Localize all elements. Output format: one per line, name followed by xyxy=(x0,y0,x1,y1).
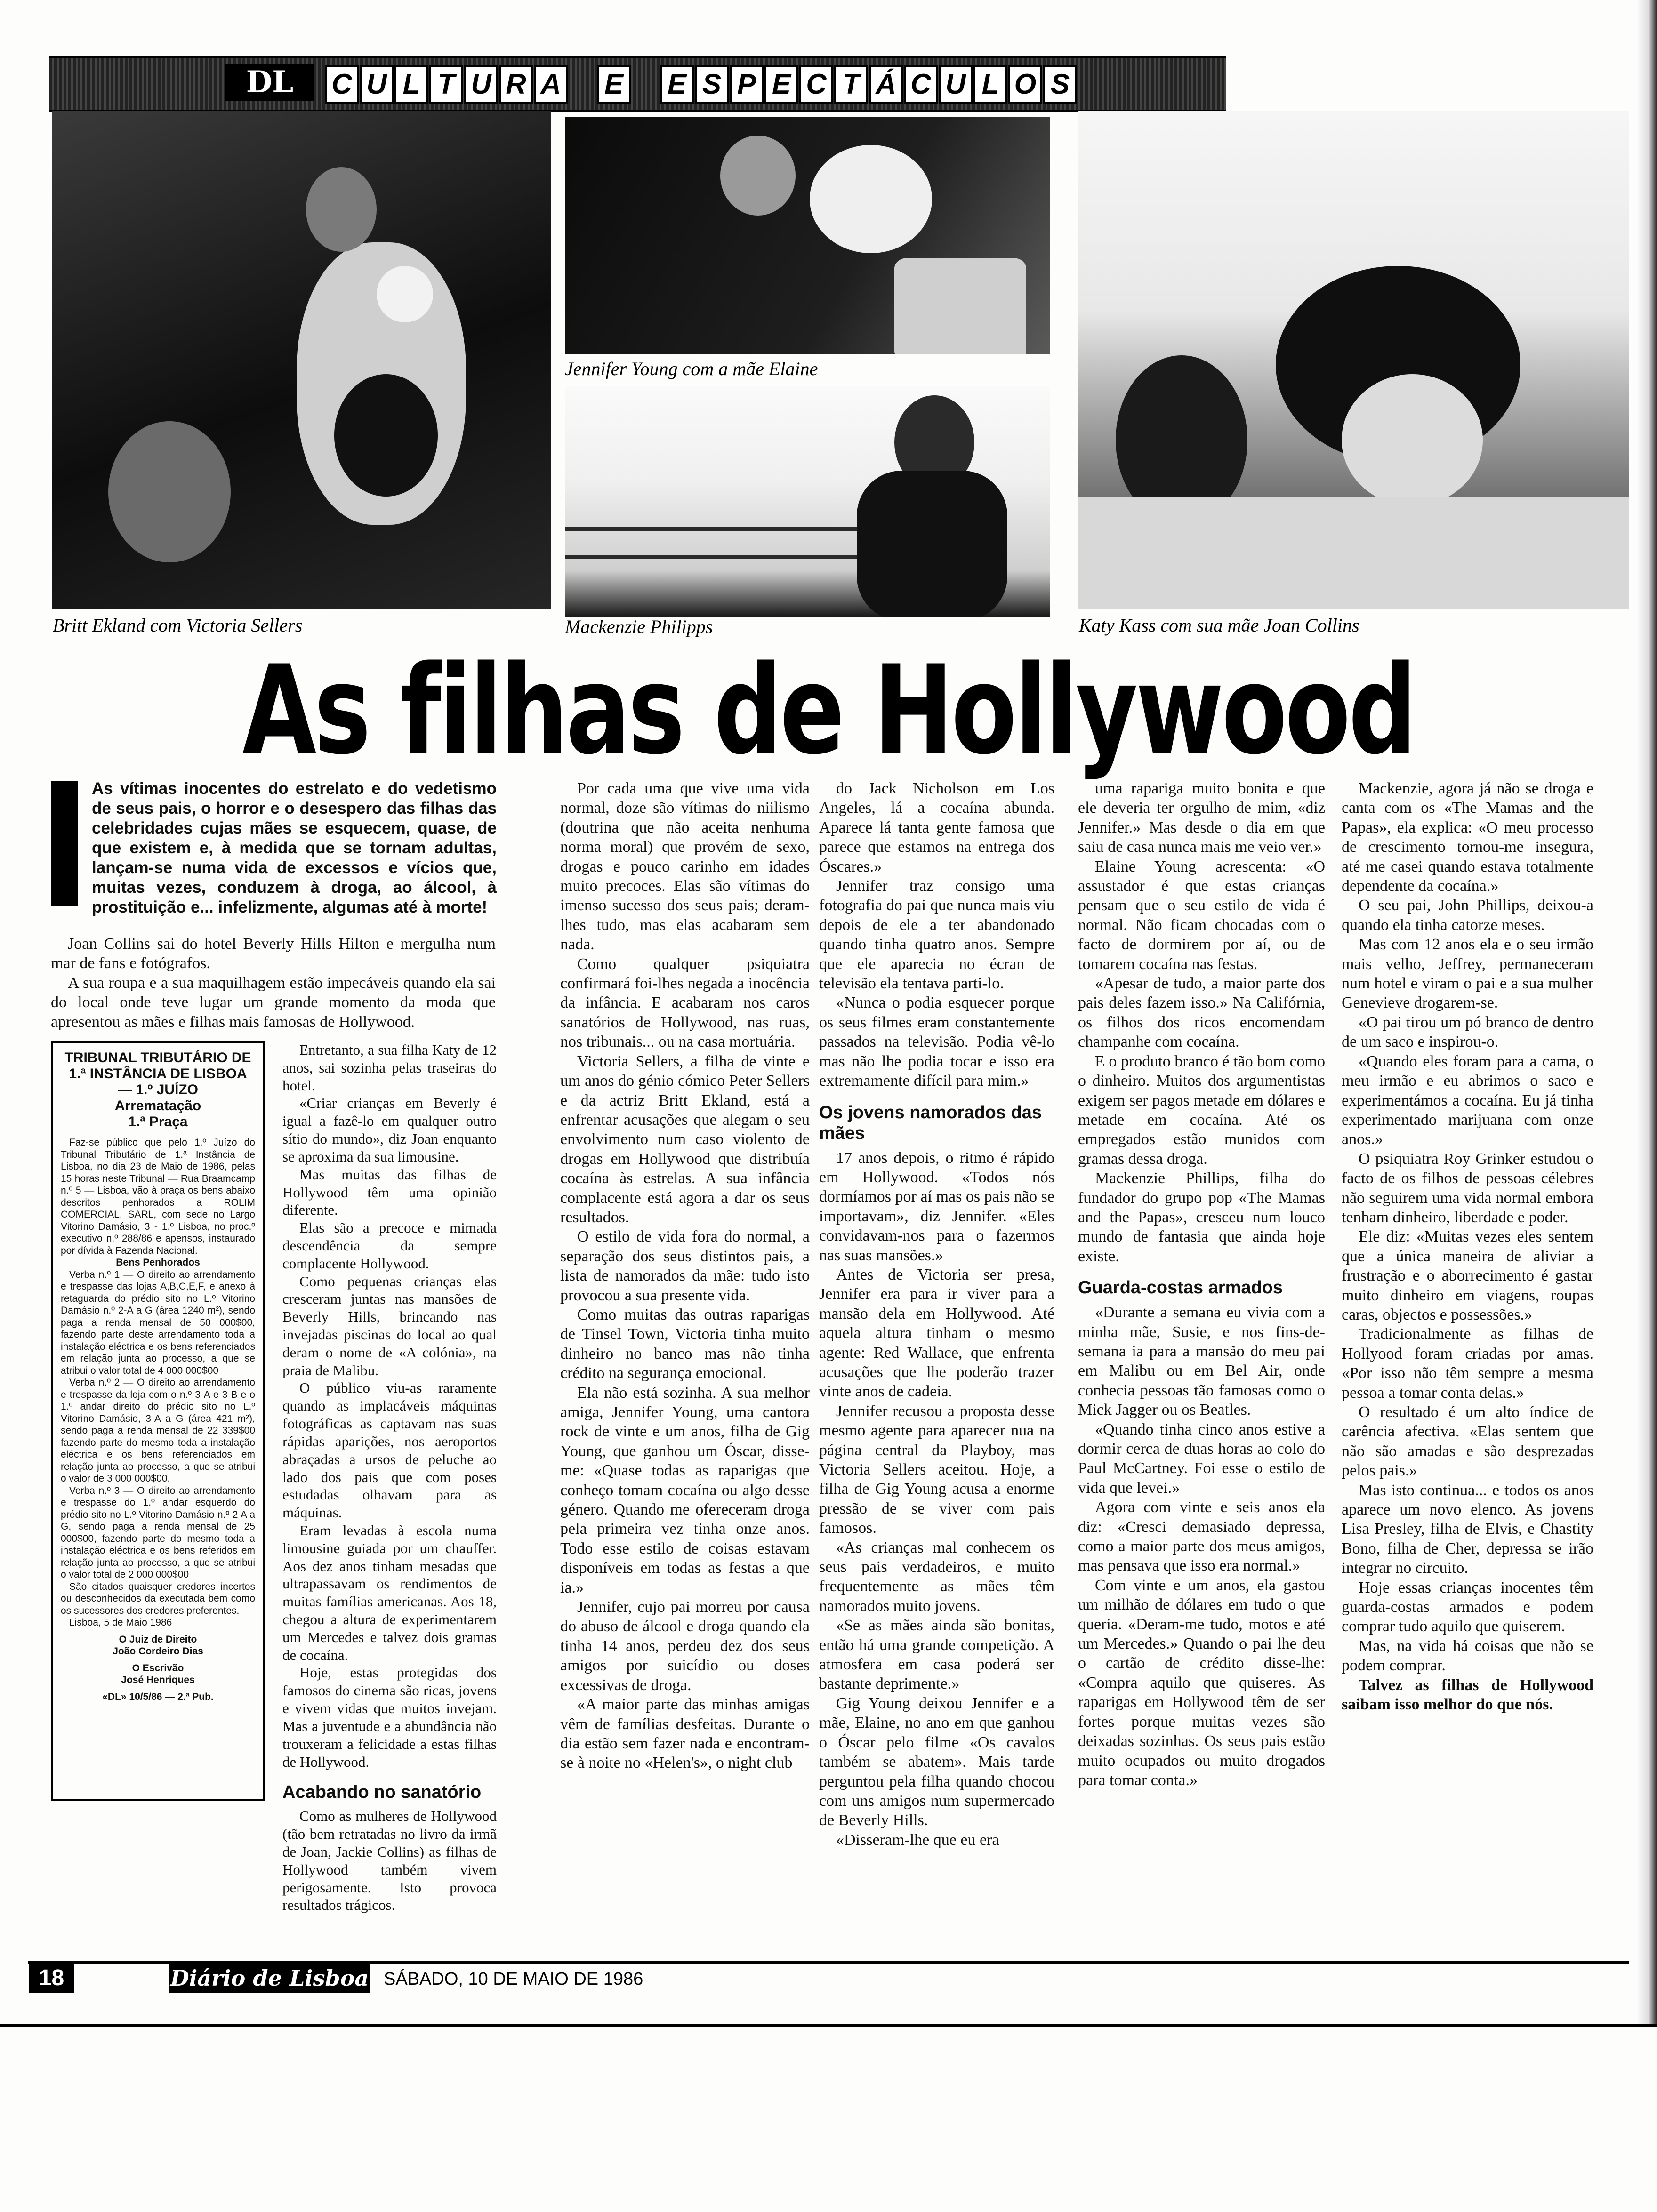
bottom-rule xyxy=(0,2024,1657,2027)
article-subheading: Acabando no sanatório xyxy=(282,1782,482,1803)
legal-notice-line: «DL» 10/5/86 — 2.ª Pub. xyxy=(102,1691,214,1702)
article-paragraph: do Jack Nicholson em Los Angeles, lá a cocaína abunda. Aparece lá tanta gente famosa que parece que estamos na entrega dos Óscares.» xyxy=(819,780,1054,875)
section-title-letter: U xyxy=(939,65,973,104)
article-paragraph: Antes de Victoria ser presa, Jennifer era para ir viver para a mansão dela em Hollywood. Até aquela altura tinham o mesmo agente: Red Wallace, que enfrenta acusações que lhe poderão trazer vinte anos de cadeia. xyxy=(819,1266,1054,1401)
article-paragraph: O estilo de vida fora do normal, a separação dos seus distintos pais, a lista de namorados da mãe: tudo isto provocou a sua presente vida. xyxy=(560,1228,810,1304)
article-paragraph: «Nunca o podia esquecer porque os seus filmes eram constantemente passados na televisão. Podia vê-lo mas não lhe podia tocar e isso era extremamente difícil para mim.» xyxy=(819,994,1054,1090)
article-paragraph: Como as mulheres de Hollywood (tão bem retratadas no livro da irmã de Joan, Jackie Collins) as filhas de Hollywood também vivem perigosamente. Isto provoca resultados trágicos. xyxy=(282,1808,497,1914)
photo-jennifer-young xyxy=(565,117,1050,354)
article-paragraph: O público viu-as raramente quando as implacáveis máquinas fotográficas as captavam nas suas rápidas aparições, nos aeroportos abraçadas a ursos de peluche ao lado dos pais que com poses estudadas olhavam para as máquinas. xyxy=(282,1379,497,1521)
section-title-letter: S xyxy=(695,65,729,104)
legal-notice-line: Verba n.º 1 — O direito ao arrendamento e trespasse das lojas A,B,C,E,F, e anexo à retaguarda do prédio sito no L.º Vitorino Damásio n.º 2-A a G (área 1240 m²), sendo paga a renda mensal de 50 000$00, fazendo parte deste arrendamento toda a instalação eléctrica e os bens referenciados em relação junta ao processo, a que se atribui o valor total de 4 000 000$00 xyxy=(61,1269,255,1376)
article-paragraph: Entretanto, a sua filha Katy de 12 anos, sai sozinha pelas traseiras do hotel. xyxy=(282,1042,497,1094)
article-paragraph: Mas, na vida há coisas que não se podem comprar. xyxy=(1342,1637,1593,1675)
article-paragraph: Elaine Young acrescenta: «O assustador é que estas crianças pensam que o seu estilo de vida é normal. Não ficam chocadas com o facto de dormirem por aí, ou de tomarem cocaína nas festas. xyxy=(1078,858,1325,973)
article-column-1 xyxy=(51,934,496,1032)
section-title-letter: S xyxy=(1043,65,1077,104)
legal-notice-line: Verba n.º 3 — O direito ao arrendamento e trespasse do 1.º andar esquerdo do prédio sito no L.º Vitorino Damásio n.º 2 A a G, sendo paga a renda mensal de 25 000$00, fazendo parte do mesmo toda a instalação eléctrica e os bens referidos em relação junta ao processo, a que se atribui o valor total de 2 000 000$00 xyxy=(61,1485,255,1580)
legal-notice-line: Bens Penhorados xyxy=(116,1257,200,1268)
photo-katy-kass xyxy=(1078,111,1629,609)
legal-notice-title: TRIBUNAL TRIBUTÁRIO DE 1.ª INSTÂNCIA DE LISBOA — 1.º JUÍZO xyxy=(64,1050,251,1098)
article-paragraph: Como muitas das outras raparigas de Tinsel Town, Victoria tinha muito dinheiro no banco mas não tinha crédito na segurança emocional. xyxy=(560,1306,810,1382)
article-paragraph: Jennifer traz consigo uma fotografia do pai que nunca mais viu depois de ele a ter abandonado quando tinha quatro anos. Sempre que ele aparecia no écran de televisão ela tentava parti-lo. xyxy=(819,877,1054,993)
footer-date: SÁBADO, 10 DE MAIO DE 1986 xyxy=(384,1969,643,1989)
legal-notice-box xyxy=(51,1041,265,1801)
legal-notice-subtitle: Arrematação xyxy=(114,1098,201,1114)
caption-photo-4: Katy Kass com sua mãe Joan Collins xyxy=(1079,615,1359,636)
legal-notice-line: O Juiz de Direito xyxy=(119,1634,197,1645)
section-title-letter: T xyxy=(429,65,463,104)
section-title-letter: O xyxy=(1008,65,1042,104)
legal-notice-body xyxy=(61,1137,255,1703)
article-paragraph: Jennifer, cujo pai morreu por causa do abuso de álcool e droga quando ela tinha 14 anos, perdeu dez dos seus amigos por suicídio ou doses excessivas de droga. xyxy=(560,1598,810,1694)
article-subheading: Guarda-costas armados xyxy=(1078,1278,1283,1298)
article-paragraph: «Disseram-lhe que eu era xyxy=(836,1831,999,1849)
article-paragraph: «A maior parte das minhas amigas vêm de famílias desfeitas. Durante o dia estão sem fazer nada e encontram-se à noite no «Helen's», o night club xyxy=(560,1696,810,1772)
page-number: 18 xyxy=(29,1964,74,1993)
article-paragraph: uma rapariga muito bonita e que ele deveria ter orgulho de mim, «diz Jennifer.» Mas desde o dia em que saiu de casa nunca mais me veio ver.» xyxy=(1078,780,1325,856)
article-paragraph: 17 anos depois, o ritmo é rápido em Hollywood. «Todos nós dormíamos por aí mas os pais não se importavam», diz Jennifer. «Eles convidavam-nos para o fazermos nas suas mansões.» xyxy=(819,1149,1054,1264)
legal-notice-line: O Escrivão xyxy=(132,1662,184,1674)
article-paragraph: «Durante a semana eu vivia com a minha mãe, Susie, e nos fins-de-semana ia para a mansão do meu pai em Malibu ou em Bel Air, onde conhecia pessoas tão famosas como o Mick Jagger ou os Beatles. xyxy=(1078,1304,1325,1419)
article-paragraph: Ela não está sozinha. A sua melhor amiga, Jennifer Young, uma cantora rock de vinte e um anos, filha de Gig Young, que ganhou um Óscar, disse-me: «Quase todas as raparigas que conheço tomam cocaína ou algo desse género. Quando me ofereceram droga pela primeira vez tinha onze anos. Todo esse estilo de coisas estavam disponíveis em todas as festas a que ia.» xyxy=(560,1384,810,1596)
photo-britt-ekland xyxy=(52,111,551,609)
article-paragraph: Joan Collins sai do hotel Beverly Hills Hilton e mergulha num mar de fans e fotógrafos. xyxy=(51,935,496,972)
article-column-6 xyxy=(1342,779,1593,1715)
section-title-letter: E xyxy=(660,65,694,104)
article-paragraph: Elas são a precoce e mimada descendência da sempre complacente Hollywood. xyxy=(282,1219,497,1272)
article-paragraph: E o produto branco é tão bom como o dinheiro. Muitos dos argumentistas exigem ser pagos metade em dólares e metade em cocaína. Até os empregados estão munidos com gramas dessa droga. xyxy=(1078,1052,1325,1168)
legal-notice-line: Verba n.º 2 — O direito ao arrendamento e trespasse da loja com o n.º 3-A e 3-B e o 1.º andar direito do prédio sito no L.º Vitorino Damásio, 3-A a G (área 421 m²), sendo paga a renda mensal de 22 339$00 fazendo parte do mesmo toda a instalação eléctrica e os bens referenciados em relação junta ao processo, a que se atribui o valor de 3 000 000$00. xyxy=(61,1377,255,1484)
section-title-letter: E xyxy=(597,65,631,104)
article-paragraph: «Quando tinha cinco anos estive a dormir cerca de duas horas ao colo do Paul McCartney. Foi esse o estilo de vida que levei.» xyxy=(1078,1420,1325,1497)
section-title-letter: R xyxy=(499,65,533,104)
legal-notice-line: José Henriques xyxy=(121,1675,195,1685)
caption-photo-3: Mackenzie Philipps xyxy=(565,616,713,637)
section-title-letter: U xyxy=(360,65,394,104)
article-column-4 xyxy=(819,779,1054,1850)
legal-notice-praca: 1.ª Praça xyxy=(128,1114,188,1130)
legal-notice-line: João Cordeiro Dias xyxy=(113,1646,203,1657)
legal-notice-line: Faz-se público que pelo 1.º Juízo do Tribunal Tributário de 1.ª Instância de Lisboa, no dia 23 de Maio de 1986, pelas 15 horas neste Tribunal — Rua Braamcamp n.º 5 — Lisboa, vão à praça os bens abaixo descritos penhorados a ROLIM COMERCIAL, SARL, com sede no Largo Vitorino Damásio, 3 - 1.º Lisboa, no proc.º executivo n.º 288/86 e apensos, instaurado por dívida à Fazenda Nacional. xyxy=(61,1137,255,1256)
article-paragraph: Mas com 12 anos ela e o seu irmão mais velho, Jeffrey, permaneceram num hotel e viram o pai e a sua mulher Genevieve drogarem-se. xyxy=(1342,936,1593,1012)
caption-photo-2: Jennifer Young com a mãe Elaine xyxy=(565,358,818,379)
lead-paragraph: As vítimas inocentes do estrelato e do vedetismo de seus pais, o horror e o desespero das filhas das celebridades cujas mães se esquecem, quase, de que existem e, à medida que se tornam adultas, lançam-se numa vida de excessos e vícios que, muitas vezes, conduzem à droga, ao álcool, à prostituição e... infelizmente, algumas até à morte! xyxy=(92,779,497,916)
article-paragraph: Hoje essas crianças inocentes têm guarda-costas armados e podem comprar tudo aquilo que quiserem. xyxy=(1342,1579,1593,1635)
section-title-letter: Á xyxy=(869,65,903,104)
photo-mackenzie-philipps xyxy=(565,386,1050,617)
article-column-5 xyxy=(1078,779,1325,1790)
article-paragraph: O resultado é um alto índice de carência afectiva. «Elas sentem que não são amadas e são desprezadas pelos pais.» xyxy=(1342,1403,1593,1480)
article-paragraph: Tradicionalmente as filhas de Hollyood foram criadas por amas. «Por isso não têm sempre a mesma pessoa a tomar conta delas.» xyxy=(1342,1325,1593,1402)
legal-notice-line: São citados quaisquer credores incertos ou desconhecidos da executada bem como os sucessores dos credores preferentes. xyxy=(61,1581,255,1616)
article-paragraph: «As crianças mal conhecem os seus pais verdadeiros, e muito frequentemente as mães têm namorados muito jovens. xyxy=(819,1539,1054,1615)
article-paragraph: Agora com vinte e seis anos ela diz: «Cresci demasiado depressa, como a maior parte dos meus amigos, mas pensava que isso era normal.» xyxy=(1078,1499,1325,1575)
article-paragraph: Como qualquer psiquiatra confirmará foi-lhes negada a inocência da infância. E acabaram nos caros sanatórios de Hollywood, nas ruas, nos tribunais... ou na casa mortuária. xyxy=(560,955,810,1051)
article-subheading: Os jovens namorados das mães xyxy=(819,1102,1042,1143)
footer-paper-name: Diário de Lisboa xyxy=(169,1964,370,1993)
section-title-letter: T xyxy=(834,65,868,104)
article-column-2 xyxy=(282,1041,497,1914)
section-title-letter: L xyxy=(394,65,428,104)
article-column-3 xyxy=(560,779,810,1773)
section-title-letter: C xyxy=(325,65,359,104)
article-paragraph: Mackenzie, agora já não se droga e canta com os «The Mamas and the Papas», ela explica: «O meu processo de crescimento tornou-me insegura, até me casei quando estava totalmente dependente da cocaína.» xyxy=(1342,780,1593,895)
headline: As filhas de Hollywood xyxy=(242,640,1415,782)
section-title-letter: U xyxy=(464,65,498,104)
article-paragraph: Mackenzie Phillips, filha do fundador do grupo pop «The Mamas and the Papas», cresceu num louco mundo de fantasia que ainda hoje existe. xyxy=(1078,1170,1325,1265)
article-paragraph: Hoje, estas protegidas dos famosos do cinema são ricas, jovens e vivem vidas que muitos invejam. Mas a juventude e a abundância não trouxeram a felicidade a estas filhas de Hollywood. xyxy=(282,1664,497,1770)
article-paragraph: «O pai tirou um pó branco de dentro de um saco e inspirou-o. xyxy=(1342,1013,1593,1051)
article-paragraph: «Se as mães ainda são bonitas, então há uma grande competição. A atmosfera em casa poderá ser bastante deprimente.» xyxy=(819,1617,1054,1693)
section-title-letter: P xyxy=(730,65,764,104)
section-title-letter: L xyxy=(973,65,1007,104)
lead-initial-bar xyxy=(51,781,78,906)
section-title-letter: A xyxy=(534,65,568,104)
article-paragraph: Jennifer recusou a proposta desse mesmo agente para aparecer nua na página central da Playboy, mas Victoria Sellers aceitou. Hoje, a filha de Gig Young acusa a enorme pressão de se viver com pais famosos. xyxy=(819,1402,1054,1537)
article-paragraph: «Criar crianças em Beverly é igual a fazê-lo em qualquer outro sítio do mundo», diz Joan enquanto se aproxima da sua limousine. xyxy=(282,1095,497,1165)
legal-notice-line: Lisboa, 5 de Maio 1986 xyxy=(69,1617,172,1628)
article-paragraph: Por cada uma que vive uma vida normal, doze são vítimas do niilismo (doutrina que não aceita nenhuma norma moral) que provém de sexo, drogas e pouco carinho em idades muito precoces. Elas são vítimas do imenso sucesso dos seus pais; deram-lhes tudo, mas elas acabaram sem nada. xyxy=(560,780,810,954)
article-paragraph: Ele diz: «Muitas vezes eles sentem que a única maneira de aliviar a frustração e o aborrecimento é gastar muito dinheiro em viagens, roupas caras, objectos e possessões.» xyxy=(1342,1228,1593,1323)
article-paragraph: A sua roupa e a sua maquilhagem estão impecáveis quando ela sai do local onde teve lugar um grande momento da moda que apresentou as mães e filhas mais famosas de Hollywood. xyxy=(51,974,496,1031)
article-paragraph: Com vinte e um anos, ela gastou um milhão de dólares em tudo o que queria. «Deram-me tudo, motos e até um Mercedes.» Quando o pai lhe deu o cartão de crédito disse-lhe: «Compra aquilo que quiseres. As raparigas em Hollywood têm de ser fortes porque muitas vezes são deixadas sozinhas. Os seus pais estão muito ocupados ou muito drogados para tomar conta.» xyxy=(1078,1576,1325,1789)
article-paragraph: «Apesar de tudo, a maior parte dos pais deles fazem isso.» Na Califórnia, os filhos dos ricos encomendam champanhe com cocaína. xyxy=(1078,975,1325,1051)
section-title-letter: C xyxy=(799,65,833,104)
article-paragraph: O seu pai, John Phillips, deixou-a quando ela tinha catorze meses. xyxy=(1342,897,1593,934)
article-paragraph: Mas isto continua... e todos os anos aparece um novo elenco. As jovens Lisa Presley, filha de Elvis, e Chastity Bono, filha de Cher, depressa se irão integrar no circuito. xyxy=(1342,1481,1593,1577)
article-paragraph: Gig Young deixou Jennifer e a mãe, Elaine, no ano em que ganhou o Óscar pelo filme «Os cavalos também se abatem». Mais tarde perguntou pela filha quando chocou com uns amigos num supermercado de Beverly Hills. xyxy=(819,1694,1054,1829)
caption-photo-1: Britt Ekland com Victoria Sellers xyxy=(53,615,303,636)
section-title-letter: C xyxy=(904,65,938,104)
article-paragraph: Como pequenas crianças elas cresceram juntas nas mansões de Beverly Hills, brincando nas invejadas piscinas do local ao qual deram o nome de «A colónia», na praia de Malibu. xyxy=(282,1273,497,1378)
newspaper-logo: DL xyxy=(225,64,314,101)
article-paragraph: Victoria Sellers, a filha de vinte e um anos do génio cómico Peter Sellers e da actriz Britt Ekland, está a enfrentar acusações que alegam o seu envolvimento num caso violento de drogas em Hollywood que distribuía cocaína às estrelas. A sua infância complacente está agora a dar os seus resultados. xyxy=(560,1052,810,1226)
article-paragraph: Mas muitas das filhas de Hollywood têm uma opinião diferente. xyxy=(282,1166,497,1218)
article-paragraph: O psiquiatra Roy Grinker estudou o facto de os filhos de pessoas célebres não seguirem uma vida normal embora tenham dinheiro, liberdade e poder. xyxy=(1342,1150,1593,1226)
section-title-letter: E xyxy=(764,65,798,104)
scan-edge xyxy=(1636,0,1657,2024)
article-closing-line: Talvez as filhas de Hollywood saibam isso melhor do que nós. xyxy=(1342,1676,1593,1714)
article-paragraph: Eram levadas à escola numa limousine guiada por um chauffer. Aos dez anos tinham mesadas que ultrapassavam os rendimentos de muitas famílias americanas. Aos 18, chegou a altura de experimentarem um Mercedes e talvez dois gramas de cocaína. xyxy=(282,1522,497,1663)
article-paragraph: «Quando eles foram para a cama, o meu irmão e eu abrimos o saco e experimentámos a cocaína. Eu já tinha experimentado marijuana com onze anos.» xyxy=(1342,1052,1593,1148)
